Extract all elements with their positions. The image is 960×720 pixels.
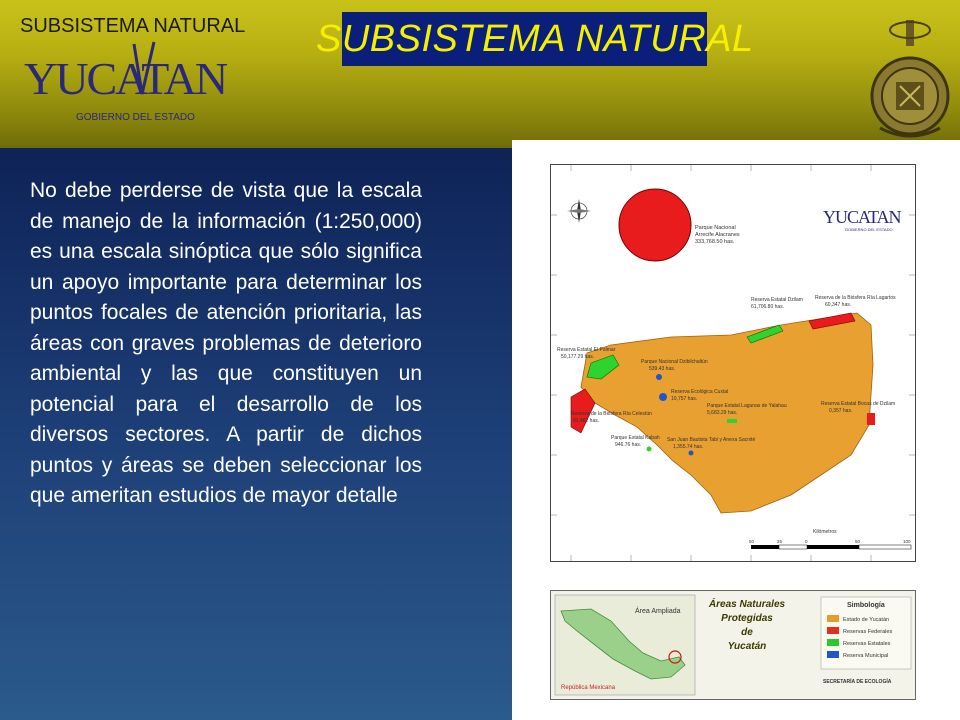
yalahau-marker	[727, 419, 737, 423]
svg-text:Parque Nacional Dzibilchaltún: Parque Nacional Dzibilchaltún	[641, 359, 708, 365]
bocas-dzilam-area	[867, 413, 875, 425]
svg-text:10,757 has.: 10,757 has.	[671, 396, 698, 402]
yucatan-map	[551, 165, 915, 561]
north-arrow-icon	[567, 199, 591, 223]
svg-text:25: 25	[777, 539, 783, 544]
svg-text:Reserva Estatal Bocas de Dzila: Reserva Estatal Bocas de Dzilam	[821, 401, 896, 407]
svg-text:SECRETARÍA DE ECOLOGÍA: SECRETARÍA DE ECOLOGÍA	[823, 679, 892, 685]
svg-text:Parque Estatal Kabah: Parque Estatal Kabah	[611, 435, 660, 441]
dzibilchaltun-marker	[656, 374, 662, 380]
kabah-marker	[647, 447, 652, 452]
svg-text:Reserva de la Biósfera Ría Cel: Reserva de la Biósfera Ría Celestún	[571, 411, 652, 417]
svg-text:Protegidas: Protegidas	[721, 613, 773, 624]
svg-text:Kilómetros: Kilómetros	[813, 529, 837, 535]
svg-text:Simbología: Simbología	[847, 602, 885, 609]
yucatan-logo	[24, 34, 254, 124]
svg-text:Reserva de la Biósfera Ría Lag: Reserva de la Biósfera Ría Lagartos	[815, 295, 896, 301]
svg-text:de: de	[741, 627, 753, 638]
legend-frame	[550, 590, 916, 700]
svg-text:República Mexicana: República Mexicana	[561, 685, 616, 691]
svg-text:61,706.80 has.: 61,706.80 has.	[751, 304, 785, 310]
scale-bar	[749, 529, 911, 549]
svg-text:Arrecife Alacranes: Arrecife Alacranes	[695, 232, 740, 238]
legend-label: Estado de Yucatán	[843, 617, 890, 623]
svg-text:539.43 has.: 539.43 has.	[649, 366, 676, 372]
svg-text:60,347 has.: 60,347 has.	[825, 302, 852, 308]
svg-text:946.76 has.: 946.76 has.	[615, 442, 642, 448]
svg-text:Parque Nacional: Parque Nacional	[695, 225, 736, 231]
svg-text:Reserva Estatal El Palmar: Reserva Estatal El Palmar	[557, 347, 616, 353]
legend-swatch	[827, 615, 839, 622]
san-juan-marker	[689, 451, 694, 456]
logo-text: YUCATAN	[24, 53, 227, 104]
legend-swatch	[827, 627, 839, 634]
svg-text:Yucatán: Yucatán	[727, 641, 767, 652]
cuxtal-marker	[659, 393, 667, 401]
svg-text:50: 50	[855, 539, 861, 544]
svg-text:5,683.29 has.: 5,683.29 has.	[707, 410, 738, 416]
svg-text:GOBIERNO DEL ESTADO: GOBIERNO DEL ESTADO	[845, 227, 893, 232]
legend-panel	[551, 591, 915, 699]
map-frame	[550, 164, 916, 562]
svg-text:333,768.50 has.: 333,768.50 has.	[695, 239, 735, 245]
svg-text:Parque Estatal Lagunas de Yala: Parque Estatal Lagunas de Yalahau	[707, 403, 787, 409]
legend-label: Reservas Federales	[843, 629, 893, 635]
svg-text:1,355.74 has.: 1,355.74 has.	[673, 444, 704, 450]
legend-swatch	[827, 651, 839, 658]
svg-text:0,357 has.: 0,357 has.	[829, 408, 853, 414]
legend-label: Reservas Estatales	[843, 641, 891, 647]
svg-text:Áreas Naturales: Áreas Naturales	[708, 599, 786, 610]
map-logo-text: YUCATAN	[823, 207, 901, 227]
svg-text:Reserva Estatal Dzilam: Reserva Estatal Dzilam	[751, 297, 803, 303]
svg-text:50,177.29 has.: 50,177.29 has.	[561, 354, 595, 360]
legend-swatch	[827, 639, 839, 646]
svg-text:50: 50	[749, 539, 755, 544]
page-title: SUBSISTEMA NATURAL	[316, 18, 754, 60]
svg-text:Reserva Ecológica Cuxtal: Reserva Ecológica Cuxtal	[671, 389, 729, 395]
arrecife-alacranes-area	[619, 189, 691, 261]
university-seal-icon	[868, 16, 952, 144]
svg-text:81,482 has.: 81,482 has.	[573, 418, 600, 424]
body-paragraph: No debe perderse de vista que la escala de manejo de la información (1:250,000) es una escala sinóptica que sólo significa un apoyo importante para determinar los puntos focales de atención prioritaria, las áreas con graves problemas de deterioro ambiental y las que constituyen un potencial para el desarrollo de los diversos sectores. A partir de dichos puntos y áreas se deben seleccionar los que ameritan estudios de mayor detalle	[30, 179, 422, 507]
legend-label: Reserva Municipal	[843, 653, 889, 659]
corner-label: SUBSISTEMA NATURAL	[20, 15, 246, 37]
svg-text:San Juan Bautista Tabi y Anexa: San Juan Bautista Tabi y Anexa Sacnité	[667, 437, 756, 443]
svg-text:0: 0	[805, 539, 808, 544]
logo-subtitle: GOBIERNO DEL ESTADO	[76, 112, 195, 123]
svg-text:Área Ampliada: Área Ampliada	[635, 608, 681, 615]
svg-text:100: 100	[903, 539, 911, 544]
